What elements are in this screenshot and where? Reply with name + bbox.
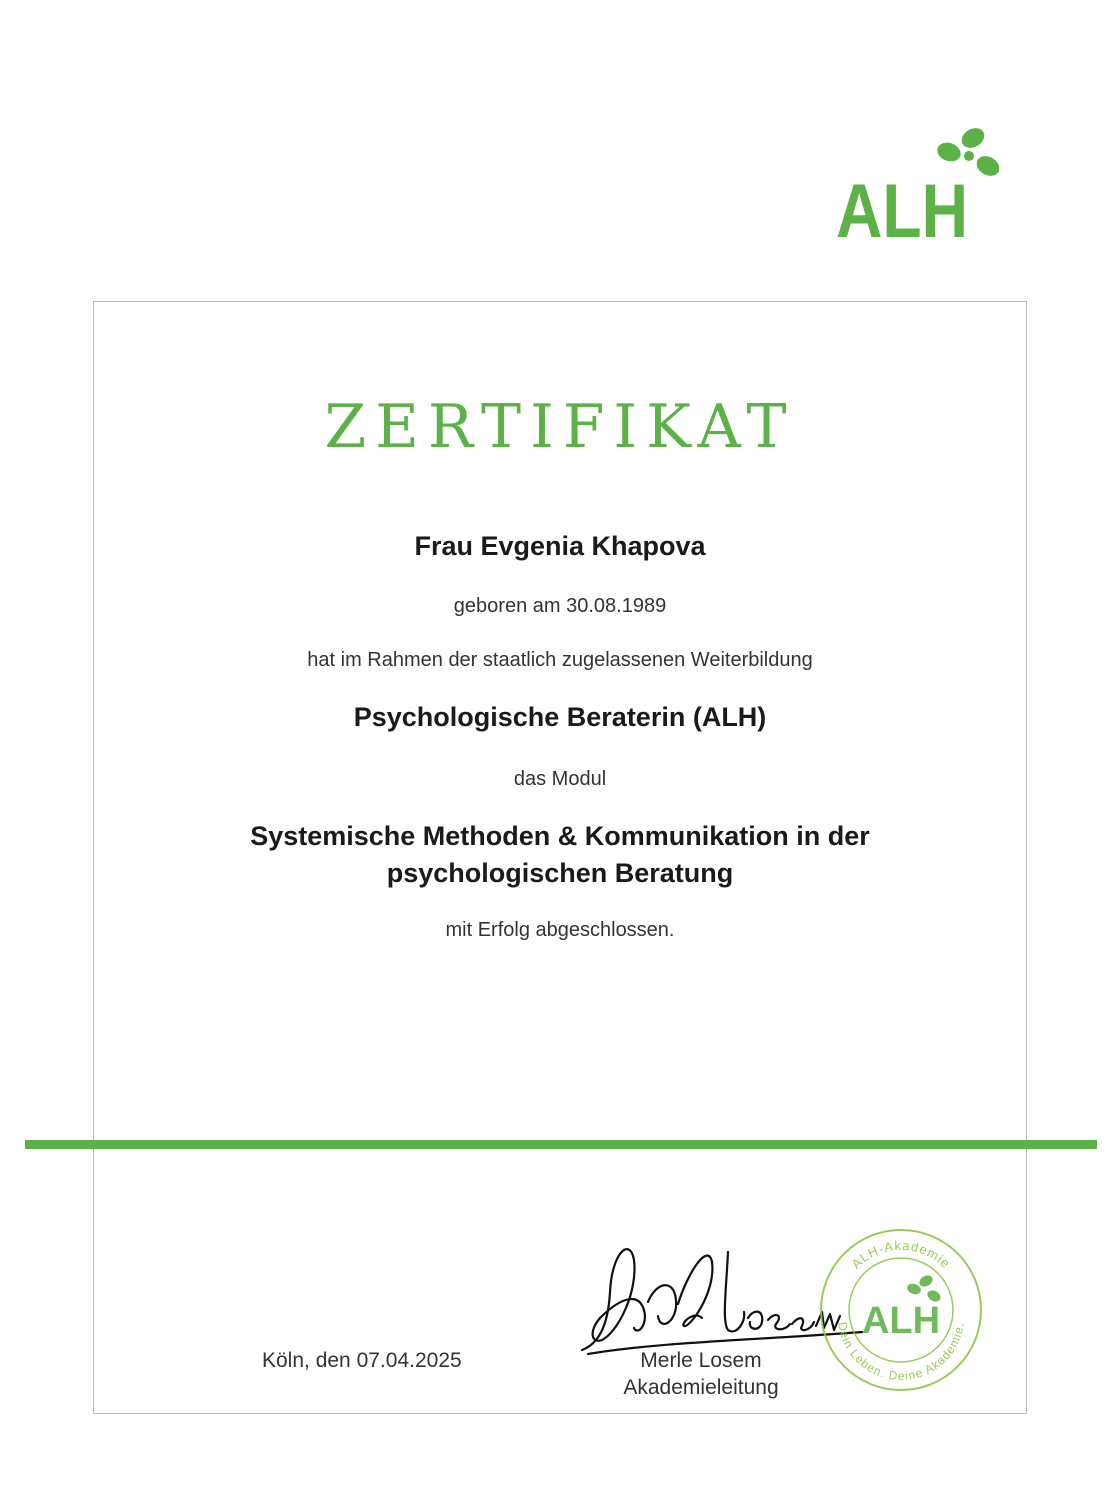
seal-bottom-text: Dein Leben. Deine Akademie. [835, 1320, 967, 1384]
birth-date-line: geboren am 30.08.1989 [453, 595, 667, 617]
recipient-name: Frau Evgenia Khapova [414, 531, 706, 561]
green-divider [25, 1140, 1097, 1149]
alh-logo [832, 124, 1012, 244]
module-label: das Modul [513, 768, 607, 790]
svg-text:ALH-Akademie [848, 1238, 953, 1272]
alh-seal-stamp [816, 1225, 986, 1395]
seal-logo-text: ALH [861, 1300, 941, 1342]
signatory-name: Merle Losem [640, 1349, 762, 1372]
module-name-line-1: Systemische Methoden & Kommunikation in der [250, 821, 870, 851]
alh-logo-text: ALH [836, 169, 968, 244]
signatory-role: Akademieleitung [623, 1376, 779, 1399]
module-name-line-2: psychologischen Beratung [386, 858, 734, 888]
program-name: Psychologische Beraterin (ALH) [353, 702, 767, 732]
place-date: Köln, den 07.04.2025 [262, 1349, 462, 1372]
seal-top-text: ALH-Akademie [848, 1237, 954, 1272]
completion-line: mit Erfolg abgeschlossen. [445, 919, 675, 941]
certificate-title: ZERTIFIKAT [324, 392, 796, 462]
intro-line: hat im Rahmen der staatlich zugelassenen Weiterbildung [307, 649, 813, 671]
module-name [93, 818, 1027, 892]
